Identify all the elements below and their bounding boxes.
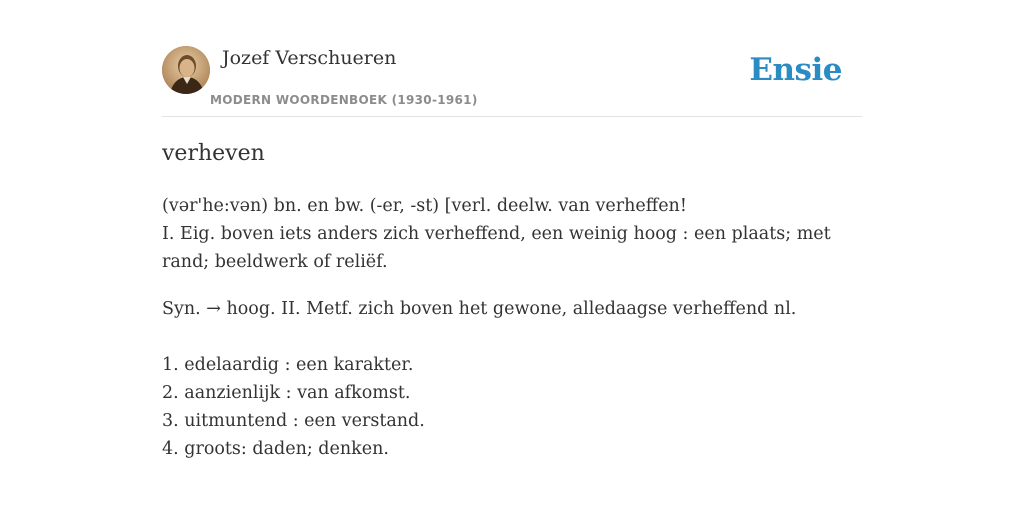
brand-logo[interactable]: Ensie <box>749 52 842 88</box>
entry-definition <box>162 192 862 463</box>
entry-title: verheven <box>162 141 265 166</box>
definition-line-1: (vər'he:vən) bn. en bw. (-er, -st) [verl. deelw. van verheffen! <box>162 196 687 216</box>
list-item: 2. aanzienlijk : van afkomst. <box>162 383 411 403</box>
list-item: 1. edelaardig : een karakter. <box>162 355 414 375</box>
meaning-list <box>162 351 862 463</box>
list-item: 4. groots: daden; denken. <box>162 439 389 459</box>
page-header <box>162 46 862 117</box>
author-avatar[interactable] <box>162 46 210 94</box>
definition-paragraph-2: Syn. → hoog. II. Metf. zich boven het gewone, alledaagse verheffend nl. <box>162 299 797 319</box>
entry-content <box>162 138 862 463</box>
author-name[interactable]: Jozef Verschueren <box>222 47 397 69</box>
definition-line-2: I. Eig. boven iets anders zich verheffend, een weinig hoog : een plaats; met rand; beeldwerk of reliëf. <box>162 224 831 272</box>
source-name[interactable]: MODERN WOORDENBOEK (1930-1961) <box>210 93 478 107</box>
list-item: 3. uitmuntend : een verstand. <box>162 411 425 431</box>
definition-paragraph-1 <box>162 192 862 276</box>
